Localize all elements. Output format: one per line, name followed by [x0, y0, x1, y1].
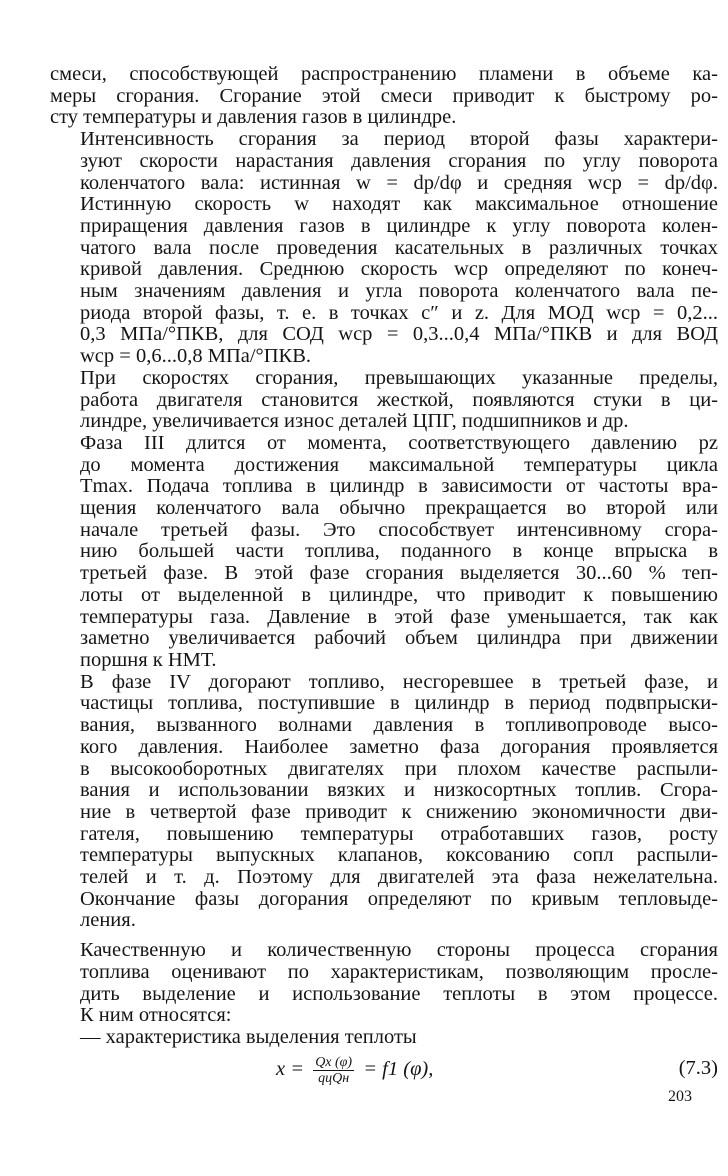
text-line: дить выделение и использование теплоты в этом процессе. [80, 982, 718, 1005]
text-line: К ним относятся: [80, 1004, 232, 1027]
text-line: риода второй фазы, т. е. в точках c″ и z. Для МОД wср = 0,2... [80, 301, 718, 324]
text-line: зуют скорости нарастания давления сгорания по углу поворота [80, 149, 718, 172]
text-line: Истинную скорость w находят как максимальное отношение [80, 193, 718, 216]
text-line: ние в четвертой фазе приводит к снижению экономичности дви- [80, 800, 718, 823]
text-line: вания, вызванного волнами давления в топливопроводе высо- [80, 714, 718, 737]
paragraph [50, 368, 718, 433]
text-line: заметно увеличивается рабочий объем цилиндра при движении [80, 627, 718, 650]
text-line: приращения давления газов в цилиндре к углу поворота колен- [80, 214, 718, 237]
text-line: 0,3 МПа/°ПКВ, для СОД wср = 0,3...0,4 МПа/°ПКВ и для ВОД [80, 323, 718, 346]
formula-lhs: x = [276, 1057, 305, 1080]
list-item: — характеристика выделения теплоты [80, 1025, 417, 1048]
formula-7-3 [50, 1051, 718, 1093]
paragraph [50, 64, 718, 129]
text-line: чатого вала после проведения касательных в различных точках [80, 236, 718, 259]
text-line: вания и использовании вязких и низкосортных топлив. Сгора- [80, 779, 718, 802]
formula-rhs: = f1 (φ), [363, 1057, 434, 1080]
page-body [50, 64, 718, 1093]
text-line: топлива оценивают по характеристикам, позволяющим просле- [80, 960, 718, 983]
formula-fraction [313, 1055, 354, 1086]
paragraph [50, 940, 718, 1027]
text-line: кого давления. Наиболее заметно фаза догорания проявляется [80, 735, 718, 758]
text-line: работа двигателя становится жесткой, появляются стуки в ци- [80, 388, 718, 411]
text-line: поршня к НМТ. [80, 648, 217, 671]
text-line: лоты от выделенной в цилиндре, что приводит к повышению [80, 583, 718, 606]
text-line: кривой давления. Среднюю скорость wср определяют по конеч- [80, 258, 718, 281]
text-line: меры сгорания. Сгорание этой смеси приводит к быстрому ро- [50, 84, 718, 107]
text-line: При скоростях сгорания, превышающих указанные пределы, [80, 366, 718, 389]
text-line: щения коленчатого вала обычно прекращается во второй или [80, 497, 718, 520]
text-line: ным значениям давления и угла поворота коленчатого вала пе- [80, 280, 718, 303]
text-line: Качественную и количественную стороны процесса сгорания [80, 939, 718, 962]
text-line: до момента достижения максимальной температуры цикла [80, 453, 718, 476]
text-line: нию большей части топлива, поданного в конце впрыска в [80, 540, 718, 563]
text-line: Tmax. Подача топлива в цилиндр в зависимости от частоты вра- [80, 475, 718, 498]
text-line: линдре, увеличивается износ деталей ЦПГ, подшипников и др. [80, 410, 629, 433]
text-line: В фазе IV догорают топливо, несгоревшее в третьей фазе, и [80, 670, 718, 693]
text-line: телей и т. д. Поэтому для двигателей эта фаза нежелательна. [80, 866, 718, 889]
text-line: начале третьей фазы. Это способствует интенсивному сгора- [80, 518, 718, 541]
formula-numerator: Qx (φ) [315, 1054, 353, 1070]
text-line: wср = 0,6...0,8 МПа/°ПКВ. [80, 345, 312, 368]
text-line: третьей фазе. В этой фазе сгорания выделяется 30...60 % теп- [80, 562, 718, 585]
text-line: коленчатого вала: истинная w = dp/dφ и средняя wср = dp/dφ. [80, 171, 718, 194]
page-number: 203 [668, 1088, 692, 1105]
formula-denominator: qцQн [318, 1070, 350, 1086]
paragraph [50, 433, 718, 672]
text-line: Окончание фазы догорания определяют по кривым тепловыде- [80, 887, 718, 910]
text-line: частицы топлива, поступившие в цилиндр в период подвпрыски- [80, 692, 718, 715]
paragraph [50, 129, 718, 368]
paragraph [50, 672, 718, 932]
text-line: Фаза III длится от момента, соответствующего давлению pz [80, 431, 718, 454]
text-line: температуры выпускных клапанов, коксованию сопл распыли- [80, 844, 718, 867]
text-line: ления. [80, 909, 136, 932]
text-line: температуры газа. Давление в этой фазе уменьшается, так как [80, 605, 718, 628]
text-line: гателя, повышению температуры отработавших газов, росту [80, 822, 718, 845]
text-line: смеси, способствующей распространению пламени в объеме ка- [50, 63, 718, 85]
text-line: в высокооборотных двигателях при плохом качестве распыли- [80, 757, 718, 780]
text-line: Интенсивность сгорания за период второй фазы характери- [80, 128, 718, 151]
equation-number: (7.3) [678, 1056, 718, 1079]
text-line: сту температуры и давления газов в цилиндре. [50, 106, 457, 129]
